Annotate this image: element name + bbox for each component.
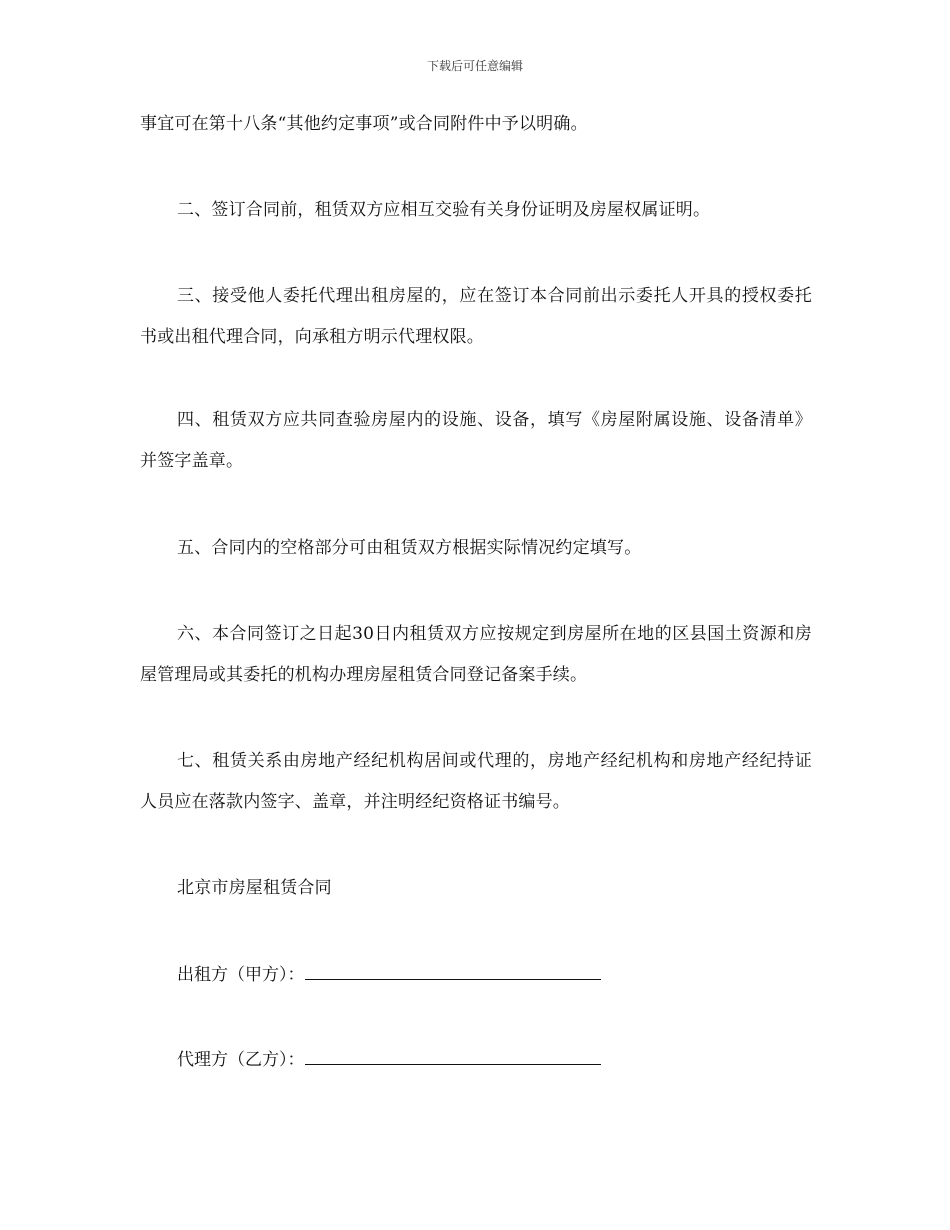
paragraph-intro-continuation: 事宜可在第十八条“其他约定事项”或合同附件中予以明确。 <box>140 114 588 134</box>
agent-blank-field[interactable] <box>305 1040 601 1065</box>
agent-label: 代理方（乙方）： <box>177 1050 305 1070</box>
contract-title: 北京市房屋租赁合同 <box>177 878 332 898</box>
paragraph-item-7: 七、租赁关系由房地产经纪机构居间或代理的，房地产经纪机构和房地产经纪持证人员应在落款内签字、盖章，并注明经纪资格证书编号。 <box>140 751 812 812</box>
lessor-line <box>140 955 601 996</box>
paragraph-item-5: 五、合同内的空格部分可由租赁双方根据实际情况约定填写。 <box>177 538 642 558</box>
agent-line <box>140 1040 601 1081</box>
paragraph-item-4: 四、租赁双方应共同查验房屋内的设施、设备，填写《房屋附属设施、设备清单》并签字盖章。 <box>140 410 812 471</box>
paragraph-item-3: 三、接受他人委托代理出租房屋的，应在签订本合同前出示委托人开具的授权委托书或出租代理合同，向承租方明示代理权限。 <box>140 286 812 347</box>
paragraph-item-2: 二、签订合同前，租赁双方应相互交验有关身份证明及房屋权属证明。 <box>177 200 711 220</box>
lessor-blank-field[interactable] <box>305 955 601 980</box>
paragraph-item-6: 六、本合同签订之日起30日内租赁双方应按规定到房屋所在地的区县国土资源和房屋管理局或其委托的机构办理房屋租赁合同登记备案手续。 <box>140 624 812 685</box>
lessor-label: 出租方（甲方）： <box>177 965 305 985</box>
header-note: 下载后可任意编辑 <box>426 59 523 73</box>
